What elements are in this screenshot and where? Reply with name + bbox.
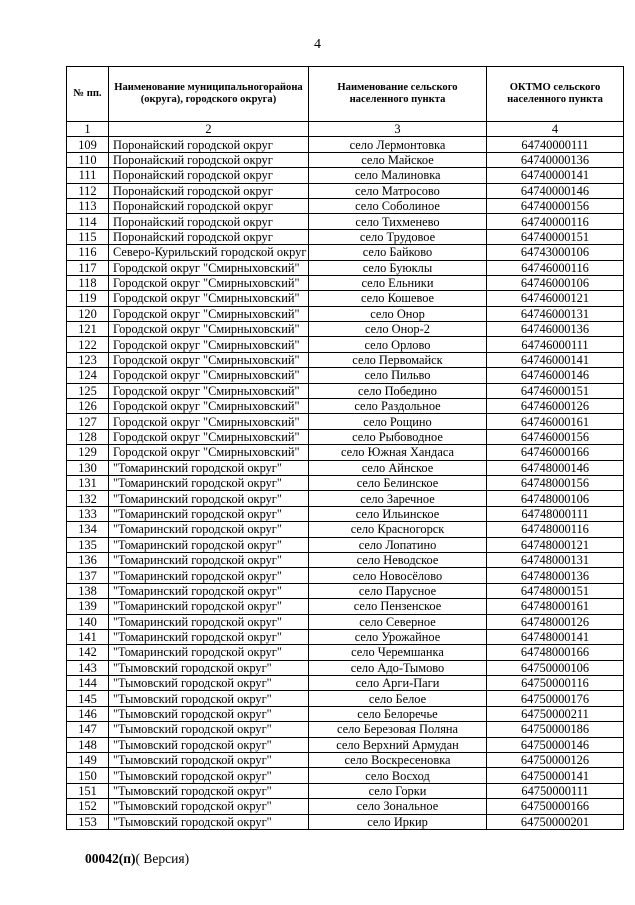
table-row bbox=[67, 552, 624, 567]
row-number: 113 bbox=[67, 198, 109, 213]
column-index-row bbox=[67, 122, 624, 137]
table-row bbox=[67, 522, 624, 537]
table-row bbox=[67, 260, 624, 275]
table-row bbox=[67, 629, 624, 644]
row-number: 111 bbox=[67, 168, 109, 183]
row-number: 146 bbox=[67, 706, 109, 721]
table-row bbox=[67, 275, 624, 290]
table-row bbox=[67, 614, 624, 629]
row-settlement: село Ельники bbox=[309, 275, 487, 290]
table-row bbox=[67, 599, 624, 614]
row-number: 129 bbox=[67, 445, 109, 460]
row-settlement: село Пильво bbox=[309, 368, 487, 383]
row-oktmo: 64746000126 bbox=[487, 399, 624, 414]
row-oktmo: 64740000146 bbox=[487, 183, 624, 198]
row-oktmo: 64750000146 bbox=[487, 737, 624, 752]
row-settlement: село Рощино bbox=[309, 414, 487, 429]
row-settlement: село Раздольное bbox=[309, 399, 487, 414]
row-oktmo: 64748000131 bbox=[487, 552, 624, 567]
table-row bbox=[67, 383, 624, 398]
row-number: 120 bbox=[67, 306, 109, 321]
row-municipality: "Томаринский городской округ" bbox=[109, 614, 309, 629]
row-settlement: село Айнское bbox=[309, 460, 487, 475]
row-oktmo: 64746000136 bbox=[487, 322, 624, 337]
row-municipality: "Томаринский городской округ" bbox=[109, 491, 309, 506]
table-row bbox=[67, 645, 624, 660]
row-oktmo: 64746000116 bbox=[487, 260, 624, 275]
row-settlement: село Северное bbox=[309, 614, 487, 629]
row-municipality: "Тымовский городской округ" bbox=[109, 814, 309, 829]
table-row bbox=[67, 322, 624, 337]
row-number: 138 bbox=[67, 583, 109, 598]
table-row bbox=[67, 337, 624, 352]
table-header-row bbox=[67, 67, 624, 122]
row-settlement: село Ильинское bbox=[309, 506, 487, 521]
row-oktmo: 64748000166 bbox=[487, 645, 624, 660]
row-number: 122 bbox=[67, 337, 109, 352]
row-settlement: село Парусное bbox=[309, 583, 487, 598]
row-number: 140 bbox=[67, 614, 109, 629]
row-municipality: Городской округ "Смирныховский" bbox=[109, 337, 309, 352]
row-settlement: село Белоречье bbox=[309, 706, 487, 721]
row-municipality: Поронайский городской округ bbox=[109, 214, 309, 229]
row-number: 117 bbox=[67, 260, 109, 275]
row-oktmo: 64746000166 bbox=[487, 445, 624, 460]
row-settlement: село Первомайск bbox=[309, 352, 487, 367]
table-row bbox=[67, 229, 624, 244]
row-municipality: Поронайский городской округ bbox=[109, 183, 309, 198]
row-settlement: село Онор-2 bbox=[309, 322, 487, 337]
row-municipality: "Тымовский городской округ" bbox=[109, 706, 309, 721]
row-number: 137 bbox=[67, 568, 109, 583]
row-number: 118 bbox=[67, 275, 109, 290]
row-municipality: "Тымовский городской округ" bbox=[109, 722, 309, 737]
row-settlement: село Новосёлово bbox=[309, 568, 487, 583]
row-oktmo: 64748000151 bbox=[487, 583, 624, 598]
table-row bbox=[67, 460, 624, 475]
row-number: 136 bbox=[67, 552, 109, 567]
row-settlement: село Тихменево bbox=[309, 214, 487, 229]
row-municipality: Городской округ "Смирныховский" bbox=[109, 322, 309, 337]
row-municipality: Поронайский городской округ bbox=[109, 198, 309, 213]
row-settlement: село Орлово bbox=[309, 337, 487, 352]
table-row bbox=[67, 583, 624, 598]
row-number: 152 bbox=[67, 799, 109, 814]
table-row bbox=[67, 783, 624, 798]
row-oktmo: 64740000156 bbox=[487, 198, 624, 213]
row-settlement: село Буюклы bbox=[309, 260, 487, 275]
row-municipality: Городской округ "Смирныховский" bbox=[109, 306, 309, 321]
row-number: 132 bbox=[67, 491, 109, 506]
table-row bbox=[67, 368, 624, 383]
row-municipality: Городской округ "Смирныховский" bbox=[109, 291, 309, 306]
table-row bbox=[67, 152, 624, 167]
row-settlement: село Черемшанка bbox=[309, 645, 487, 660]
row-settlement: село Соболиное bbox=[309, 198, 487, 213]
row-number: 112 bbox=[67, 183, 109, 198]
row-municipality: "Тымовский городской округ" bbox=[109, 799, 309, 814]
row-oktmo: 64746000121 bbox=[487, 291, 624, 306]
table-row bbox=[67, 768, 624, 783]
row-number: 127 bbox=[67, 414, 109, 429]
row-settlement: село Южная Хандаса bbox=[309, 445, 487, 460]
row-oktmo: 64750000176 bbox=[487, 691, 624, 706]
row-number: 135 bbox=[67, 537, 109, 552]
row-municipality: "Томаринский городской округ" bbox=[109, 568, 309, 583]
version-label: ( Версия) bbox=[135, 851, 190, 866]
row-municipality: "Тымовский городской округ" bbox=[109, 768, 309, 783]
row-oktmo: 64748000121 bbox=[487, 537, 624, 552]
table-row bbox=[67, 506, 624, 521]
table-row bbox=[67, 168, 624, 183]
row-oktmo: 64746000111 bbox=[487, 337, 624, 352]
row-settlement: село Иркир bbox=[309, 814, 487, 829]
settlements-table bbox=[66, 66, 624, 830]
row-settlement: село Белинское bbox=[309, 475, 487, 490]
row-oktmo: 64750000166 bbox=[487, 799, 624, 814]
row-municipality: Поронайский городской округ bbox=[109, 168, 309, 183]
row-number: 147 bbox=[67, 722, 109, 737]
row-municipality: Городской округ "Смирныховский" bbox=[109, 368, 309, 383]
row-oktmo: 64750000111 bbox=[487, 783, 624, 798]
table-row bbox=[67, 352, 624, 367]
table-row bbox=[67, 198, 624, 213]
row-municipality: "Томаринский городской округ" bbox=[109, 506, 309, 521]
row-oktmo: 64748000136 bbox=[487, 568, 624, 583]
row-settlement: село Победино bbox=[309, 383, 487, 398]
row-settlement: село Верхний Армудан bbox=[309, 737, 487, 752]
row-oktmo: 64748000111 bbox=[487, 506, 624, 521]
row-municipality: "Тымовский городской округ" bbox=[109, 676, 309, 691]
row-oktmo: 64750000186 bbox=[487, 722, 624, 737]
row-settlement: село Матросово bbox=[309, 183, 487, 198]
table-row bbox=[67, 291, 624, 306]
row-settlement: село Воскресеновка bbox=[309, 753, 487, 768]
row-number: 148 bbox=[67, 737, 109, 752]
row-oktmo: 64740000111 bbox=[487, 137, 624, 152]
row-municipality: "Томаринский городской округ" bbox=[109, 599, 309, 614]
row-municipality: Поронайский городской округ bbox=[109, 137, 309, 152]
row-number: 128 bbox=[67, 429, 109, 444]
column-index: 1 bbox=[67, 122, 109, 137]
row-oktmo: 64740000151 bbox=[487, 229, 624, 244]
row-oktmo: 64750000126 bbox=[487, 753, 624, 768]
table-row bbox=[67, 399, 624, 414]
row-municipality: Городской округ "Смирныховский" bbox=[109, 260, 309, 275]
row-oktmo: 64748000106 bbox=[487, 491, 624, 506]
table-row bbox=[67, 814, 624, 829]
footer bbox=[85, 851, 189, 867]
header-settlement: Наименование сельского населенного пункта bbox=[309, 67, 487, 122]
row-municipality: "Томаринский городской округ" bbox=[109, 475, 309, 490]
row-municipality: Городской округ "Смирныховский" bbox=[109, 414, 309, 429]
row-municipality: "Томаринский городской округ" bbox=[109, 460, 309, 475]
row-number: 139 bbox=[67, 599, 109, 614]
row-municipality: "Тымовский городской округ" bbox=[109, 691, 309, 706]
row-oktmo: 64748000161 bbox=[487, 599, 624, 614]
table-row bbox=[67, 737, 624, 752]
row-number: 142 bbox=[67, 645, 109, 660]
table-row bbox=[67, 722, 624, 737]
row-municipality: "Тымовский городской округ" bbox=[109, 753, 309, 768]
table-row bbox=[67, 414, 624, 429]
row-municipality: Северо-Курильский городской округ bbox=[109, 245, 309, 260]
table-body bbox=[67, 137, 624, 830]
table-row bbox=[67, 753, 624, 768]
table-row bbox=[67, 691, 624, 706]
row-number: 119 bbox=[67, 291, 109, 306]
row-number: 141 bbox=[67, 629, 109, 644]
row-number: 125 bbox=[67, 383, 109, 398]
row-number: 115 bbox=[67, 229, 109, 244]
row-oktmo: 64746000146 bbox=[487, 368, 624, 383]
document-code: 00042(п) bbox=[85, 851, 136, 866]
row-oktmo: 64748000141 bbox=[487, 629, 624, 644]
row-oktmo: 64746000131 bbox=[487, 306, 624, 321]
table-row bbox=[67, 799, 624, 814]
row-settlement: село Майское bbox=[309, 152, 487, 167]
row-number: 121 bbox=[67, 322, 109, 337]
row-municipality: Городской округ "Смирныховский" bbox=[109, 383, 309, 398]
row-oktmo: 64746000106 bbox=[487, 275, 624, 290]
table-row bbox=[67, 660, 624, 675]
row-settlement: село Онор bbox=[309, 306, 487, 321]
row-oktmo: 64746000151 bbox=[487, 383, 624, 398]
row-settlement: село Кошевое bbox=[309, 291, 487, 306]
row-settlement: село Красногорск bbox=[309, 522, 487, 537]
row-municipality: "Тымовский городской округ" bbox=[109, 783, 309, 798]
row-number: 126 bbox=[67, 399, 109, 414]
row-municipality: "Томаринский городской округ" bbox=[109, 552, 309, 567]
column-index: 3 bbox=[309, 122, 487, 137]
row-number: 150 bbox=[67, 768, 109, 783]
row-oktmo: 64750000106 bbox=[487, 660, 624, 675]
table-row bbox=[67, 491, 624, 506]
row-settlement: село Горки bbox=[309, 783, 487, 798]
row-municipality: Поронайский городской округ bbox=[109, 152, 309, 167]
table-row bbox=[67, 676, 624, 691]
row-number: 145 bbox=[67, 691, 109, 706]
row-oktmo: 64750000201 bbox=[487, 814, 624, 829]
row-oktmo: 64750000116 bbox=[487, 676, 624, 691]
row-settlement: село Урожайное bbox=[309, 629, 487, 644]
table-row bbox=[67, 445, 624, 460]
row-municipality: "Томаринский городской округ" bbox=[109, 583, 309, 598]
row-number: 133 bbox=[67, 506, 109, 521]
table-row bbox=[67, 214, 624, 229]
row-number: 144 bbox=[67, 676, 109, 691]
table-row bbox=[67, 475, 624, 490]
row-municipality: Городской округ "Смирныховский" bbox=[109, 429, 309, 444]
row-number: 151 bbox=[67, 783, 109, 798]
row-oktmo: 64750000141 bbox=[487, 768, 624, 783]
table-row bbox=[67, 429, 624, 444]
page-number: 4 bbox=[314, 37, 321, 52]
row-oktmo: 64748000146 bbox=[487, 460, 624, 475]
row-number: 134 bbox=[67, 522, 109, 537]
row-number: 124 bbox=[67, 368, 109, 383]
row-municipality: "Томаринский городской округ" bbox=[109, 522, 309, 537]
row-settlement: село Заречное bbox=[309, 491, 487, 506]
row-settlement: село Трудовое bbox=[309, 229, 487, 244]
table-row bbox=[67, 183, 624, 198]
row-number: 110 bbox=[67, 152, 109, 167]
row-number: 153 bbox=[67, 814, 109, 829]
row-municipality: "Томаринский городской округ" bbox=[109, 645, 309, 660]
row-oktmo: 64740000116 bbox=[487, 214, 624, 229]
row-oktmo: 64746000161 bbox=[487, 414, 624, 429]
column-index: 2 bbox=[109, 122, 309, 137]
row-number: 114 bbox=[67, 214, 109, 229]
row-municipality: Городской округ "Смирныховский" bbox=[109, 445, 309, 460]
row-settlement: село Арги-Паги bbox=[309, 676, 487, 691]
row-oktmo: 64740000136 bbox=[487, 152, 624, 167]
row-settlement: село Рыбоводное bbox=[309, 429, 487, 444]
row-settlement: село Зональное bbox=[309, 799, 487, 814]
table-row bbox=[67, 306, 624, 321]
row-municipality: "Тымовский городской округ" bbox=[109, 737, 309, 752]
row-municipality: Городской округ "Смирныховский" bbox=[109, 399, 309, 414]
table-row bbox=[67, 137, 624, 152]
row-municipality: Городской округ "Смирныховский" bbox=[109, 352, 309, 367]
row-settlement: село Лопатино bbox=[309, 537, 487, 552]
row-oktmo: 64750000211 bbox=[487, 706, 624, 721]
row-oktmo: 64748000126 bbox=[487, 614, 624, 629]
table-row bbox=[67, 537, 624, 552]
row-settlement: село Адо-Тымово bbox=[309, 660, 487, 675]
row-number: 123 bbox=[67, 352, 109, 367]
header-municipality: Наименование муниципальногорайона (округа), городского округа) bbox=[109, 67, 309, 122]
row-number: 149 bbox=[67, 753, 109, 768]
row-municipality: "Тымовский городской округ" bbox=[109, 660, 309, 675]
row-number: 116 bbox=[67, 245, 109, 260]
column-index: 4 bbox=[487, 122, 624, 137]
table-row bbox=[67, 245, 624, 260]
row-municipality: Городской округ "Смирныховский" bbox=[109, 275, 309, 290]
row-settlement: село Неводское bbox=[309, 552, 487, 567]
row-municipality: "Томаринский городской округ" bbox=[109, 537, 309, 552]
header-oktmo: ОКТМО сельского населенного пункта bbox=[487, 67, 624, 122]
header-number: № пп. bbox=[67, 67, 109, 122]
row-settlement: село Байково bbox=[309, 245, 487, 260]
row-oktmo: 64748000156 bbox=[487, 475, 624, 490]
table-row bbox=[67, 568, 624, 583]
row-settlement: село Лермонтовка bbox=[309, 137, 487, 152]
row-number: 130 bbox=[67, 460, 109, 475]
row-municipality: Поронайский городской округ bbox=[109, 229, 309, 244]
row-settlement: село Восход bbox=[309, 768, 487, 783]
row-number: 131 bbox=[67, 475, 109, 490]
row-settlement: село Березовая Поляна bbox=[309, 722, 487, 737]
row-settlement: село Малиновка bbox=[309, 168, 487, 183]
row-oktmo: 64743000106 bbox=[487, 245, 624, 260]
row-number: 143 bbox=[67, 660, 109, 675]
row-oktmo: 64748000116 bbox=[487, 522, 624, 537]
row-oktmo: 64740000141 bbox=[487, 168, 624, 183]
row-oktmo: 64746000141 bbox=[487, 352, 624, 367]
row-municipality: "Томаринский городской округ" bbox=[109, 629, 309, 644]
row-oktmo: 64746000156 bbox=[487, 429, 624, 444]
row-number: 109 bbox=[67, 137, 109, 152]
table-row bbox=[67, 706, 624, 721]
row-settlement: село Пензенское bbox=[309, 599, 487, 614]
row-settlement: село Белое bbox=[309, 691, 487, 706]
